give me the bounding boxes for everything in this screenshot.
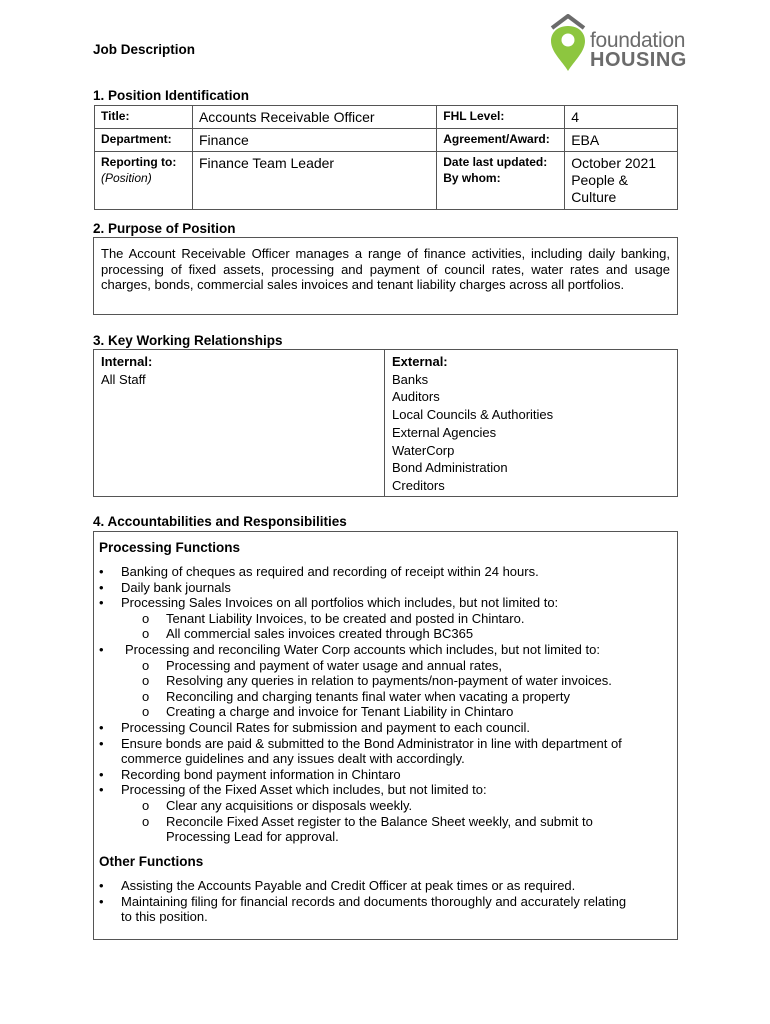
list-item: [99, 564, 674, 580]
processing-list: [99, 564, 674, 845]
accountabilities-box: [93, 531, 678, 940]
sub-list-item: [99, 798, 674, 814]
list-item-text: Assisting the Accounts Payable and Credit Officer at peak times or as required.: [121, 878, 576, 893]
department-label: Department:: [95, 129, 193, 152]
department-value: Finance: [192, 129, 436, 152]
date-last-updated-label: Date last updated:: [443, 155, 548, 169]
other-functions-list: [99, 878, 674, 925]
reporting-to-cell: [95, 152, 193, 210]
bullet-icon: •: [99, 893, 104, 909]
list-item-text: Maintaining filing for financial records and documents thoroughly and accurately relating: [121, 893, 627, 909]
internal-item: All Staff: [101, 371, 146, 387]
list-item: [99, 878, 674, 894]
list-item: [99, 736, 674, 752]
list-item-text: Reconcile Fixed Asset register to the Balance Sheet weekly, and submit to: [166, 813, 593, 829]
logo-text-foundation: foundation: [590, 29, 686, 52]
list-item-text: Ensure bonds are paid & submitted to the Bond Administrator in line with department of: [121, 735, 622, 751]
bullet-icon: •: [99, 641, 104, 657]
list-item-continuation: [99, 909, 674, 925]
section-heading-accountabilities: 4. Accountabilities and Responsibilities: [93, 514, 347, 529]
position-identification-table: [94, 105, 678, 210]
external-item: WaterCorp: [392, 442, 455, 458]
date-updated-cell: [437, 152, 565, 210]
external-item: Local Councils & Authorities: [392, 407, 554, 423]
list-item-text: Processing and reconciling Water Corp accounts which includes, but not limited to:: [125, 641, 600, 657]
sub-list-item: [99, 611, 674, 627]
by-whom-value: People & Culture: [571, 172, 629, 205]
sub-bullet-icon: o: [142, 657, 150, 673]
list-item-text: Banking of cheques as required and recording of receipt within 24 hours.: [121, 564, 539, 579]
list-item-continuation: [99, 829, 674, 845]
external-item: Creditors: [392, 477, 445, 493]
external-item: Bond Administration: [392, 460, 508, 476]
agreement-award-value: EBA: [565, 129, 678, 152]
external-item: External Agencies: [392, 424, 497, 440]
bullet-icon: •: [99, 579, 104, 595]
title-value: Accounts Receivable Officer: [192, 106, 436, 129]
list-item-text: Reconciling and charging tenants final water when vacating a property: [166, 688, 570, 704]
external-item: Auditors: [392, 389, 440, 405]
internal-label: Internal:: [101, 354, 153, 369]
list-item: [99, 720, 674, 736]
list-item-text: commerce guidelines and any issues dealt with accordingly.: [121, 751, 465, 767]
list-item-text: Creating a charge and invoice for Tenant Liability in Chintaro: [166, 704, 514, 720]
date-last-updated-value: October 2021: [571, 155, 657, 171]
bullet-icon: •: [99, 719, 104, 735]
bullet-icon: •: [99, 595, 104, 611]
sub-list-item: [99, 704, 674, 720]
bullet-icon: •: [99, 782, 104, 798]
reporting-to-label: Reporting to:: [101, 155, 177, 169]
logo-text-housing: HOUSING: [590, 49, 687, 71]
reporting-to-value: Finance Team Leader: [192, 152, 436, 210]
bullet-icon: •: [99, 878, 104, 893]
document-title: Job Description: [93, 42, 196, 57]
list-item-text: Processing and payment of water usage and annual rates,: [166, 657, 503, 673]
list-item: [99, 595, 674, 611]
fhl-level-value: 4: [565, 106, 678, 129]
list-item: [99, 894, 674, 910]
sub-list-item: [99, 814, 674, 830]
section-heading-position: 1. Position Identification: [93, 88, 250, 103]
list-item-text: Processing Lead for approval.: [166, 829, 339, 845]
section-heading-relationships: 3. Key Working Relationships: [93, 333, 283, 348]
list-item-text: Processing of the Fixed Asset which includes, but not limited to:: [121, 782, 487, 798]
bullet-icon: •: [99, 735, 104, 751]
sub-bullet-icon: o: [142, 673, 150, 689]
sub-bullet-icon: o: [142, 626, 150, 642]
list-item: [99, 580, 674, 596]
sub-bullet-icon: o: [142, 610, 150, 626]
sub-list-item: [99, 673, 674, 689]
list-item-text: to this position.: [121, 909, 208, 925]
list-item-text: Recording bond payment information in Chintaro: [121, 766, 401, 782]
relationships-table: [93, 349, 678, 497]
by-whom-label: By whom:: [443, 171, 501, 185]
foundation-housing-logo: [548, 14, 708, 74]
date-updated-value-cell: [565, 152, 678, 210]
processing-functions-heading: Processing Functions: [99, 540, 241, 555]
section-heading-purpose: 2. Purpose of Position: [93, 221, 236, 236]
agreement-award-label: Agreement/Award:: [437, 129, 565, 152]
external-label: External:: [392, 354, 448, 369]
sub-list-item: [99, 689, 674, 705]
position-note: (Position): [101, 171, 152, 185]
logo-pin-icon: [548, 14, 592, 74]
list-item-continuation: [99, 751, 674, 767]
sub-bullet-icon: o: [142, 813, 150, 829]
sub-bullet-icon: o: [142, 704, 150, 720]
list-item: [99, 642, 674, 658]
sub-list-item: [99, 658, 674, 674]
internal-column: [94, 350, 385, 496]
list-item-text: Daily bank journals: [121, 579, 231, 595]
external-column: [385, 350, 560, 496]
list-item-text: Clear any acquisitions or disposals weekly.: [166, 797, 413, 813]
other-functions-heading: Other Functions: [99, 854, 204, 869]
sub-bullet-icon: o: [142, 688, 150, 704]
list-item-text: All commercial sales invoices created through BC365: [166, 626, 474, 642]
list-item-text: Tenant Liability Invoices, to be created and posted in Chintaro.: [166, 610, 525, 626]
bullet-icon: •: [99, 564, 104, 579]
sub-list-item: [99, 626, 674, 642]
sub-bullet-icon: o: [142, 797, 150, 813]
list-item-text: Processing Sales Invoices on all portfolios which includes, but not limited to:: [121, 595, 559, 611]
fhl-level-label: FHL Level:: [437, 106, 565, 129]
list-item-text: Processing Council Rates for submission and payment to each council.: [121, 719, 530, 735]
bullet-icon: •: [99, 766, 104, 782]
external-item: Banks: [392, 371, 429, 387]
list-item: [99, 767, 674, 783]
title-label: Title:: [95, 106, 193, 129]
list-item: [99, 782, 674, 798]
list-item-text: Resolving any queries in relation to payments/non-payment of water invoices.: [166, 673, 612, 689]
purpose-text: The Account Receivable Officer manages a range of finance activities, including daily banking, processing of fixed assets, processing and payment of council rates, water rates and usage charges, bonds, commercial sales invoices and tenant liability charges across all portfolios.: [93, 237, 678, 315]
